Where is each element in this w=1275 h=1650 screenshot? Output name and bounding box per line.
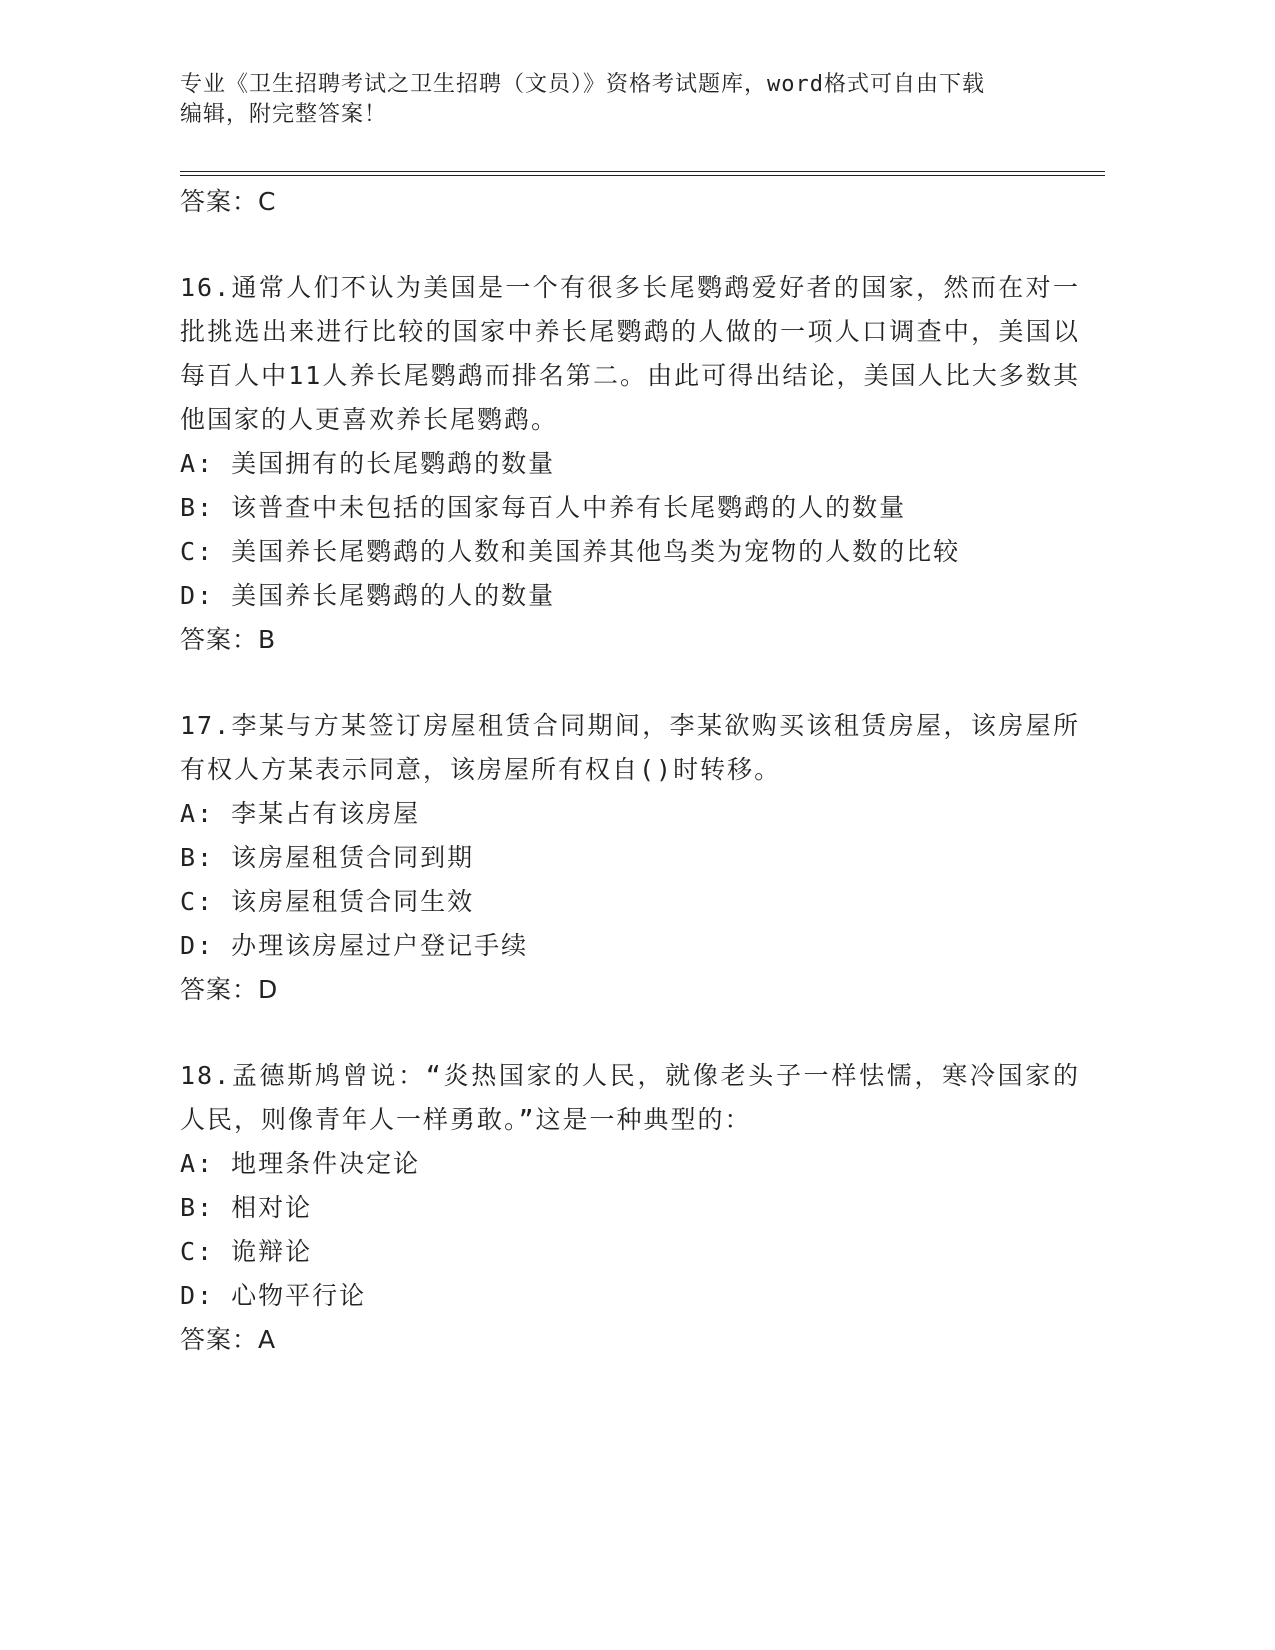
header-line-1: 专业《卫生招聘考试之卫生招聘（文员）》资格考试题库，word格式可自由下载: [180, 72, 985, 97]
option-a: A: 李某占有该房屋: [180, 799, 421, 828]
question-text: 17.李某与方某签订房屋租赁合同期间，李某欲购买该租赁房屋，该房屋所有权人方某表示同意，该房屋所有权自()时转移。: [180, 711, 1080, 784]
option-a: A: 地理条件决定论: [180, 1149, 421, 1178]
question-text: 18.孟德斯鸠曾说：“炎热国家的人民，就像老头子一样怯懦，寒冷国家的人民，则像青年人一样勇敢。”这是一种典型的：: [180, 1061, 1080, 1134]
option-b: B: 该房屋租赁合同到期: [180, 843, 475, 872]
answer-line: 答案：C: [180, 187, 277, 216]
header-rule-bottom: [180, 175, 1105, 176]
header-line-2: 编辑，附完整答案！: [180, 102, 388, 127]
question-16: [180, 266, 1080, 662]
option-c: C: 该房屋租赁合同生效: [180, 887, 475, 916]
option-a: A: 美国拥有的长尾鹦鹉的数量: [180, 449, 556, 478]
header-rule-top: [180, 171, 1105, 172]
option-b: B: 该普查中未包括的国家每百人中养有长尾鹦鹉的人的数量: [180, 493, 907, 522]
option-c: C: 美国养长尾鹦鹉的人数和美国养其他鸟类为宠物的人数的比较: [180, 537, 961, 566]
option-c: C: 诡辩论: [180, 1237, 313, 1266]
option-d: D: 心物平行论: [180, 1281, 367, 1310]
question-18: [180, 1054, 1080, 1362]
answer-line: 答案：D: [180, 975, 279, 1004]
option-d: D: 办理该房屋过户登记手续: [180, 931, 529, 960]
option-b: B: 相对论: [180, 1193, 313, 1222]
option-d: D: 美国养长尾鹦鹉的人的数量: [180, 581, 556, 610]
page-header: [180, 70, 1060, 130]
question-17: [180, 704, 1080, 1012]
answer-line: 答案：B: [180, 625, 277, 654]
answer-line: 答案：A: [180, 1325, 277, 1354]
question-text: 16.通常人们不认为美国是一个有很多长尾鹦鹉爱好者的国家，然而在对一批挑选出来进行比较的国家中养长尾鹦鹉的人做的一项人口调查中，美国以每百人中11人养长尾鹦鹉而排名第二。由此可得出结论，美国人比大多数其他国家的人更喜欢养长尾鹦鹉。: [180, 273, 1080, 434]
question-list: [180, 180, 1080, 1362]
